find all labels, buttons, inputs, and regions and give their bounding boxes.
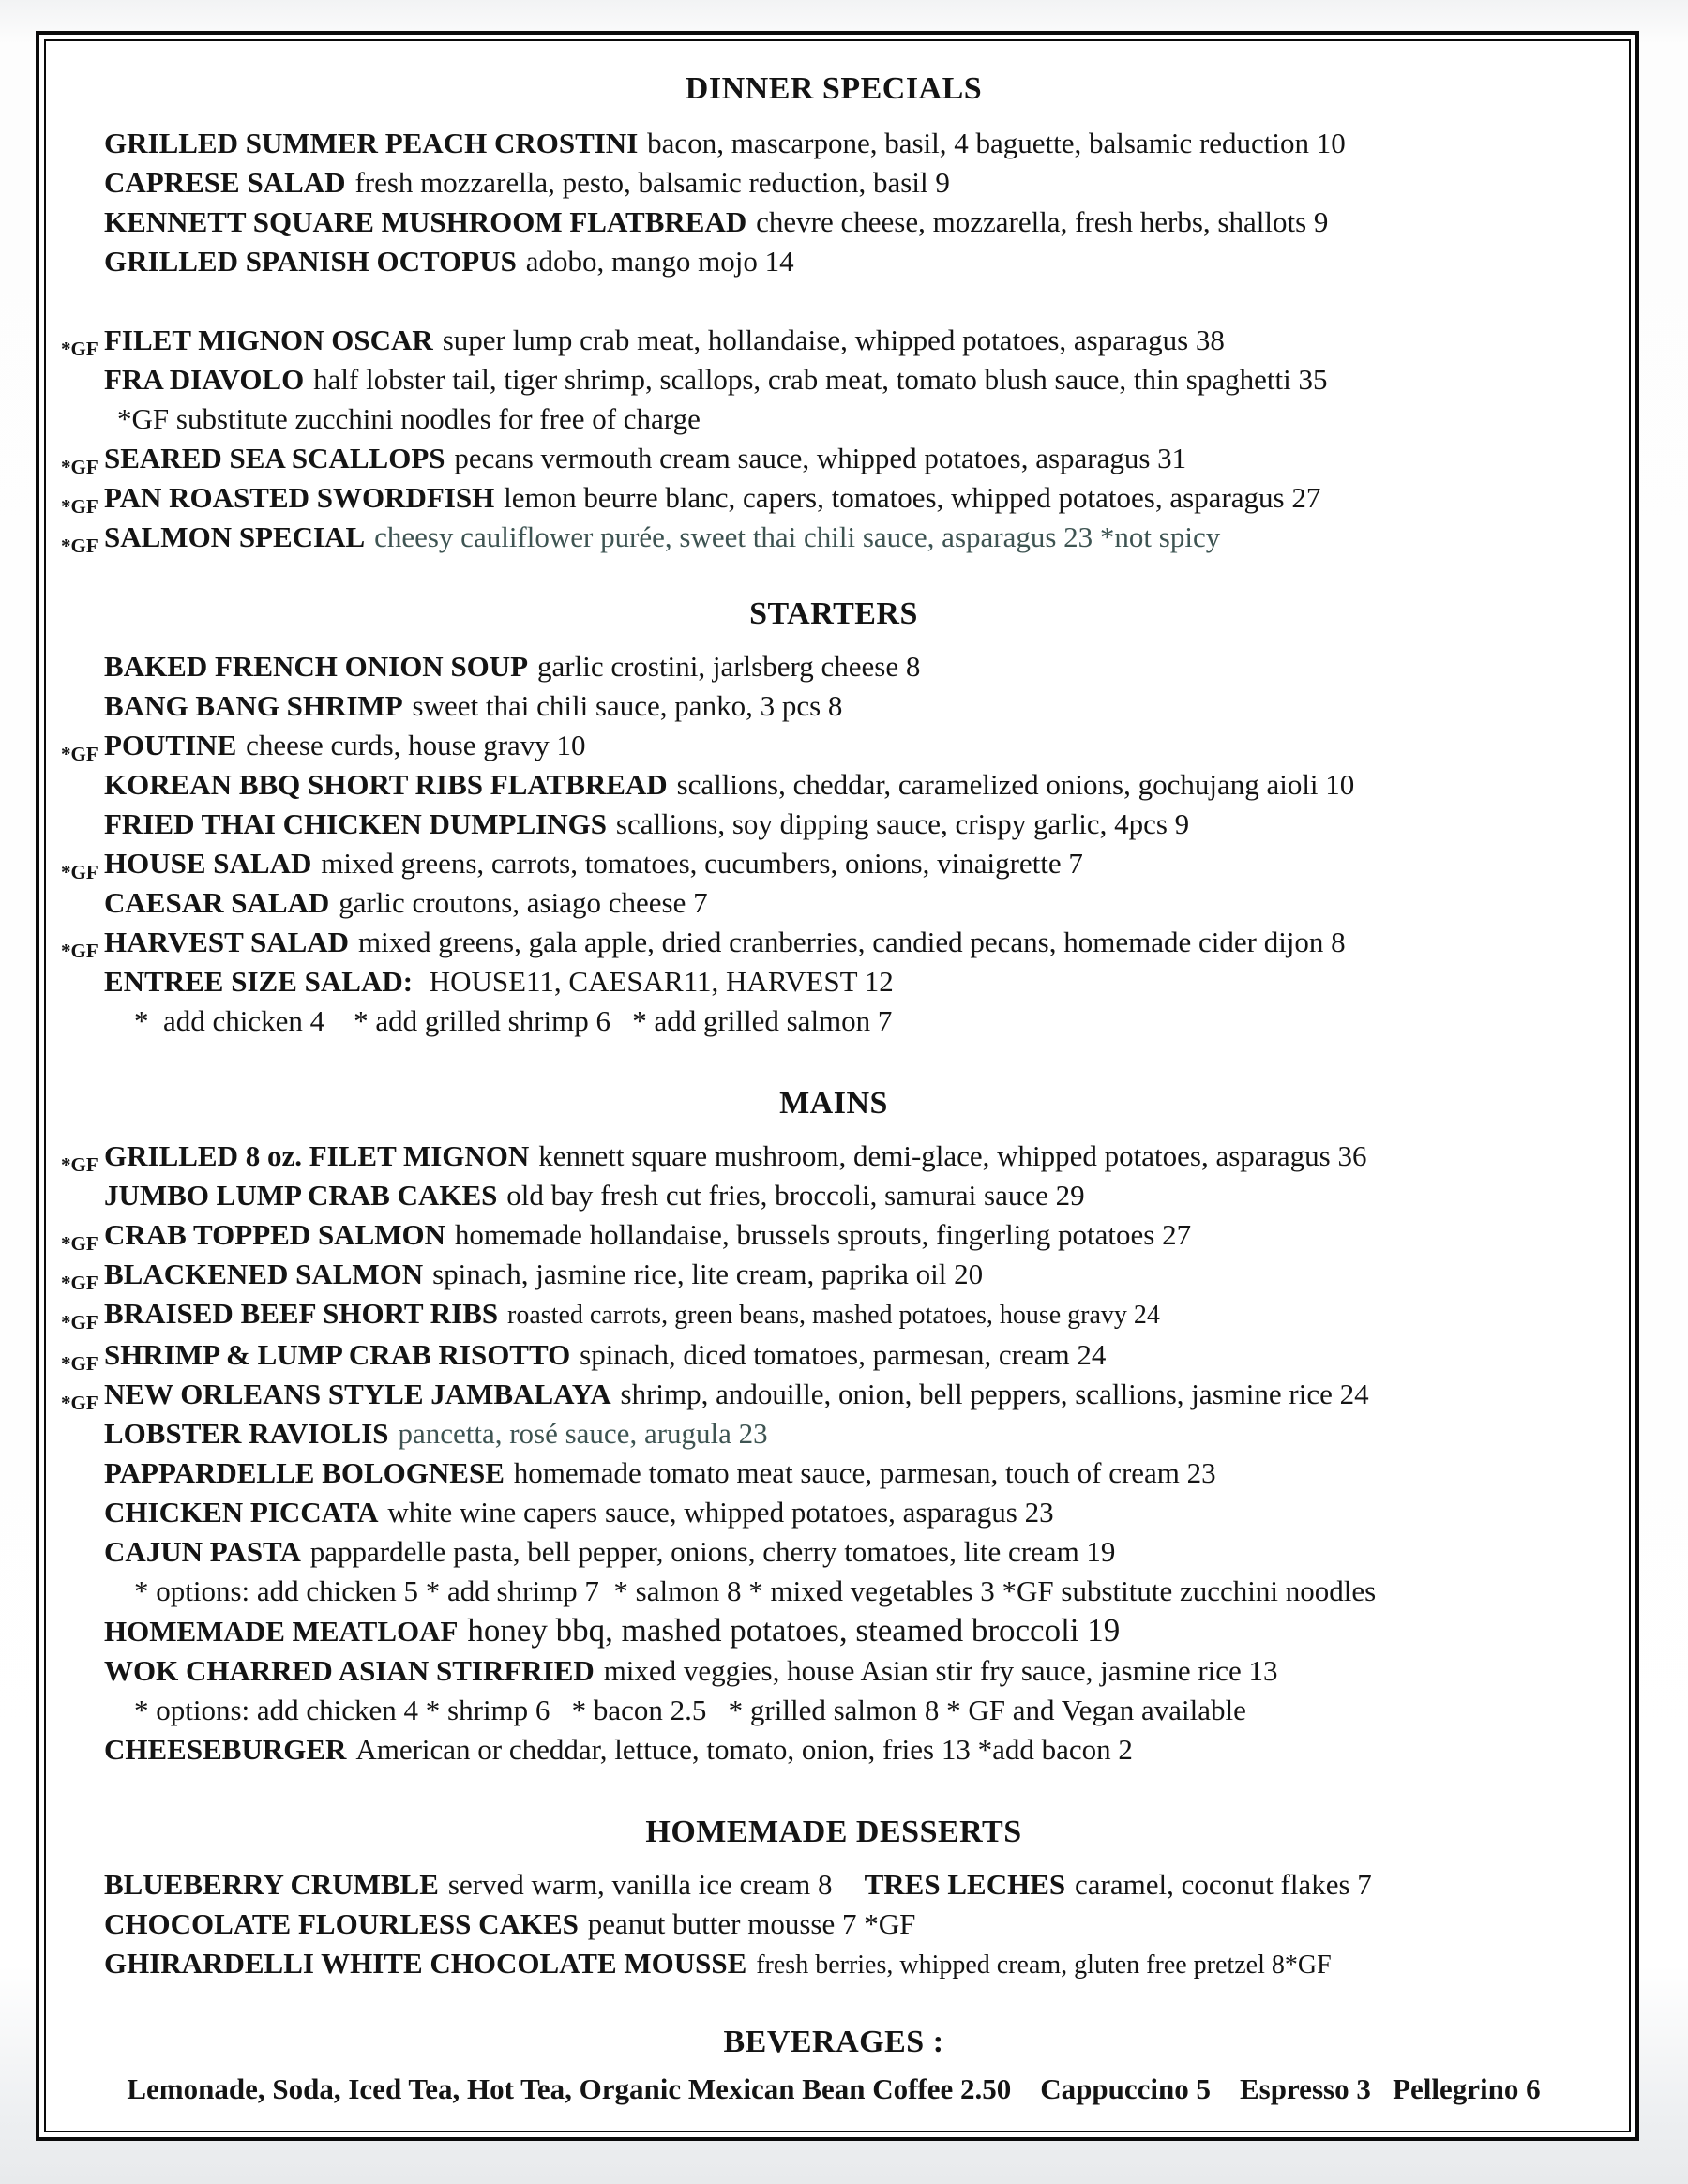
gluten-free-badge: *GF — [61, 861, 98, 883]
menu-item — [55, 1294, 1612, 1335]
item-name: CAPRESE SALAD — [104, 166, 346, 199]
item-name: CHEESEBURGER — [104, 1733, 347, 1766]
item-name: BLUEBERRY CRUMBLE — [104, 1868, 439, 1901]
gluten-free-badge: *GF — [61, 1232, 98, 1255]
menu-item — [55, 765, 1612, 805]
item-name: CHOCOLATE FLOURLESS CAKES — [104, 1907, 579, 1940]
item-name: BANG BANG SHRIMP — [104, 689, 403, 722]
menu-item — [55, 1215, 1612, 1255]
menu-item — [55, 647, 1612, 686]
item-desc: roasted carrots, green beans, mashed potatoes, house gravy 24 — [507, 1301, 1160, 1330]
menu-note — [55, 1002, 1612, 1041]
item-name: SEARED SEA SCALLOPS — [104, 442, 445, 474]
item-desc: homemade hollandaise, brussels sprouts, fingerling potatoes 27 — [454, 1218, 1192, 1251]
gluten-free-badge: *GF — [61, 940, 98, 962]
item-name: PAPPARDELLE BOLOGNESE — [104, 1456, 505, 1489]
item-name: FRA DIAVOLO — [104, 363, 305, 396]
menu-item — [55, 439, 1612, 478]
menu-item — [55, 726, 1612, 765]
item-name: HOUSE SALAD — [104, 847, 312, 880]
item-desc: garlic crostini, jarlsberg cheese 8 — [537, 650, 921, 683]
menu-item — [55, 124, 1612, 163]
menu-note — [55, 399, 1612, 439]
menu-item — [55, 1493, 1612, 1532]
note-text: * add chicken 4 * add grilled shrimp 6 * add grilled salmon 7 — [134, 1004, 893, 1037]
menu-page-frame — [36, 31, 1639, 2141]
item-name: GRILLED SPANISH OCTOPUS — [104, 245, 517, 278]
item-name: GRILLED SUMMER PEACH CROSTINI — [104, 127, 639, 159]
item-desc: mixed greens, gala apple, dried cranberries, candied pecans, homemade cider dijon 8 — [357, 926, 1346, 958]
item-desc: super lump crab meat, hollandaise, whipped potatoes, asparagus 38 — [442, 324, 1225, 356]
menu-page — [44, 39, 1631, 2132]
gluten-free-badge: *GF — [61, 743, 98, 765]
menu-note — [55, 1691, 1612, 1730]
menu-item — [55, 1137, 1612, 1176]
item-desc: cheesy cauliflower purée, sweet thai chili sauce, asparagus 23 *not spicy — [374, 520, 1221, 553]
item-desc: mixed veggies, house Asian stir fry sauce, jasmine rice 13 — [603, 1654, 1278, 1687]
item-desc: spinach, diced tomatoes, parmesan, cream 24 — [580, 1338, 1107, 1371]
menu-item — [55, 686, 1612, 726]
item-name: CAESAR SALAD — [104, 886, 330, 919]
item-name: ENTREE SIZE SALAD: — [104, 965, 414, 998]
gluten-free-badge: *GF — [61, 456, 98, 478]
menu-item — [55, 1176, 1612, 1215]
gluten-free-badge: *GF — [61, 338, 98, 360]
item-desc: lemon beurre blanc, capers, tomatoes, whipped potatoes, asparagus 27 — [504, 481, 1321, 514]
item-desc: fresh berries, whipped cream, gluten free pretzel 8*GF — [756, 1951, 1332, 1980]
item-name: WOK CHARRED ASIAN STIRFRIED — [104, 1654, 595, 1687]
item-desc: scallions, cheddar, caramelized onions, gochujang aioli 10 — [676, 768, 1355, 801]
menu-item — [55, 163, 1612, 203]
note-text: *GF substitute zucchini noodles for free of charge — [117, 402, 701, 435]
item-desc: peanut butter mousse 7 *GF — [587, 1907, 916, 1940]
item-desc: fresh mozzarella, pesto, balsamic reduction, basil 9 — [354, 166, 950, 199]
section-heading-desserts: HOMEMADE DESSERTS — [645, 1815, 1022, 1849]
menu-note — [55, 1572, 1612, 1611]
item-name: BLACKENED SALMON — [104, 1258, 424, 1290]
item-name: CAJUN PASTA — [104, 1535, 301, 1568]
item-name: SHRIMP & LUMP CRAB RISOTTO — [104, 1338, 571, 1371]
item-desc: honey bbq, mashed potatoes, steamed broccoli 19 — [467, 1612, 1121, 1649]
item-desc: old bay fresh cut fries, broccoli, samurai sauce 29 — [506, 1179, 1085, 1212]
note-text: * options: add chicken 5 * add shrimp 7 * salmon 8 * mixed vegetables 3 *GF substitute zucchini noodles — [134, 1574, 1377, 1607]
item-name: PAN ROASTED SWORDFISH — [104, 481, 495, 514]
item-name: SALMON SPECIAL — [104, 520, 366, 553]
menu-item — [55, 1865, 1612, 1905]
menu-item — [55, 1905, 1612, 1944]
section-heading-beverages: BEVERAGES : — [723, 2025, 944, 2059]
menu-item — [55, 1532, 1612, 1572]
menu-item — [55, 360, 1612, 399]
item-name: NEW ORLEANS STYLE JAMBALAYA — [104, 1378, 611, 1410]
beverages-list: Lemonade, Soda, Iced Tea, Hot Tea, Organic Mexican Bean Coffee 2.50 Cappuccino 5 Espresso 3 Pellegrino 6 — [127, 2072, 1541, 2105]
menu-item — [55, 321, 1612, 360]
gluten-free-badge: *GF — [61, 1352, 98, 1375]
item-desc: scallions, soy dipping sauce, crispy garlic, 4pcs 9 — [615, 807, 1190, 840]
menu-item — [55, 1453, 1612, 1493]
menu-item — [55, 242, 1612, 281]
menu-item — [55, 1944, 1612, 1985]
item-name: BAKED FRENCH ONION SOUP — [104, 650, 529, 683]
menu-item — [55, 1651, 1612, 1691]
item-name: LOBSTER RAVIOLIS — [104, 1417, 389, 1450]
item-name: CHICKEN PICCATA — [104, 1496, 379, 1529]
item-desc: chevre cheese, mozzarella, fresh herbs, shallots 9 — [756, 205, 1329, 238]
item-name: POUTINE — [104, 729, 237, 761]
menu-item — [55, 518, 1612, 557]
item-name: BRAISED BEEF SHORT RIBS — [104, 1297, 499, 1330]
section-heading-starters: STARTERS — [749, 596, 918, 631]
item-desc: pappardelle pasta, bell pepper, onions, cherry tomatoes, lite cream 19 — [309, 1535, 1116, 1568]
section-heading-dinner-specials: DINNER SPECIALS — [685, 71, 983, 106]
gluten-free-badge: *GF — [61, 1272, 98, 1294]
section-heading-mains: MAINS — [779, 1086, 888, 1121]
menu-item — [55, 1255, 1612, 1294]
item-desc: white wine capers sauce, whipped potatoes, asparagus 23 — [387, 1496, 1054, 1529]
item-name: KENNETT SQUARE MUSHROOM FLATBREAD — [104, 205, 747, 238]
gluten-free-badge: *GF — [61, 1311, 98, 1333]
menu-item — [55, 203, 1612, 242]
gluten-free-badge: *GF — [61, 495, 98, 518]
menu-item — [55, 1414, 1612, 1453]
menu-item — [55, 962, 1612, 1002]
item-desc: garlic croutons, asiago cheese 7 — [339, 886, 708, 919]
item-name: FRIED THAI CHICKEN DUMPLINGS — [104, 807, 607, 840]
menu-item — [55, 805, 1612, 844]
item-desc: shrimp, andouille, onion, bell peppers, scallions, jasmine rice 24 — [620, 1378, 1369, 1410]
gluten-free-badge: *GF — [61, 1392, 98, 1414]
item-desc: bacon, mascarpone, basil, 4 baguette, balsamic reduction 10 — [647, 127, 1346, 159]
item-desc: HOUSE11, CAESAR11, HARVEST 12 — [421, 965, 894, 998]
menu-item — [55, 883, 1612, 923]
item-name: GRILLED 8 oz. FILET MIGNON — [104, 1139, 530, 1172]
item-name: KOREAN BBQ SHORT RIBS FLATBREAD — [104, 768, 668, 801]
item-desc: caramel, coconut flakes 7 — [1075, 1868, 1372, 1901]
menu-item — [55, 844, 1612, 883]
item-desc: kennett square mushroom, demi-glace, whipped potatoes, asparagus 36 — [538, 1139, 1367, 1172]
menu-item — [55, 1611, 1612, 1651]
item-name: FILET MIGNON OSCAR — [104, 324, 433, 356]
menu-item — [55, 478, 1612, 518]
item-desc: adobo, mango mojo 14 — [525, 245, 794, 278]
gluten-free-badge: *GF — [61, 1153, 98, 1176]
item-name: JUMBO LUMP CRAB CAKES — [104, 1179, 498, 1212]
item-desc: homemade tomato meat sauce, parmesan, touch of cream 23 — [513, 1456, 1216, 1489]
item-name: CRAB TOPPED SALMON — [104, 1218, 446, 1251]
menu-item — [55, 1375, 1612, 1414]
note-text: * options: add chicken 4 * shrimp 6 * bacon 2.5 * grilled salmon 8 * GF and Vegan available — [134, 1694, 1246, 1726]
item-name: TRES LECHES — [864, 1868, 1066, 1901]
item-desc: cheese curds, house gravy 10 — [246, 729, 586, 761]
item-desc: pecans vermouth cream sauce, whipped potatoes, asparagus 31 — [454, 442, 1187, 474]
spacer — [55, 281, 1612, 321]
item-desc: sweet thai chili sauce, panko, 3 pcs 8 — [412, 689, 843, 722]
item-name: GHIRARDELLI WHITE CHOCOLATE MOUSSE — [104, 1947, 747, 1980]
item-desc: pancetta, rosé sauce, arugula 23 — [398, 1417, 768, 1450]
item-desc: half lobster tail, tiger shrimp, scallops, crab meat, tomato blush sauce, thin spaghetti 35 — [313, 363, 1328, 396]
item-desc: spinach, jasmine rice, lite cream, paprika oil 20 — [432, 1258, 984, 1290]
menu-item — [55, 1335, 1612, 1375]
item-name: HARVEST SALAD — [104, 926, 350, 958]
item-desc: mixed greens, carrots, tomatoes, cucumbers, onions, vinaigrette 7 — [321, 847, 1083, 880]
item-name: HOMEMADE MEATLOAF — [104, 1615, 459, 1648]
item-desc: American or cheddar, lettuce, tomato, onion, fries 13 *add bacon 2 — [355, 1733, 1133, 1766]
menu-item — [55, 1730, 1612, 1770]
menu-item — [55, 923, 1612, 962]
gluten-free-badge: *GF — [61, 535, 98, 557]
item-desc: served warm, vanilla ice cream 8 — [447, 1868, 833, 1901]
